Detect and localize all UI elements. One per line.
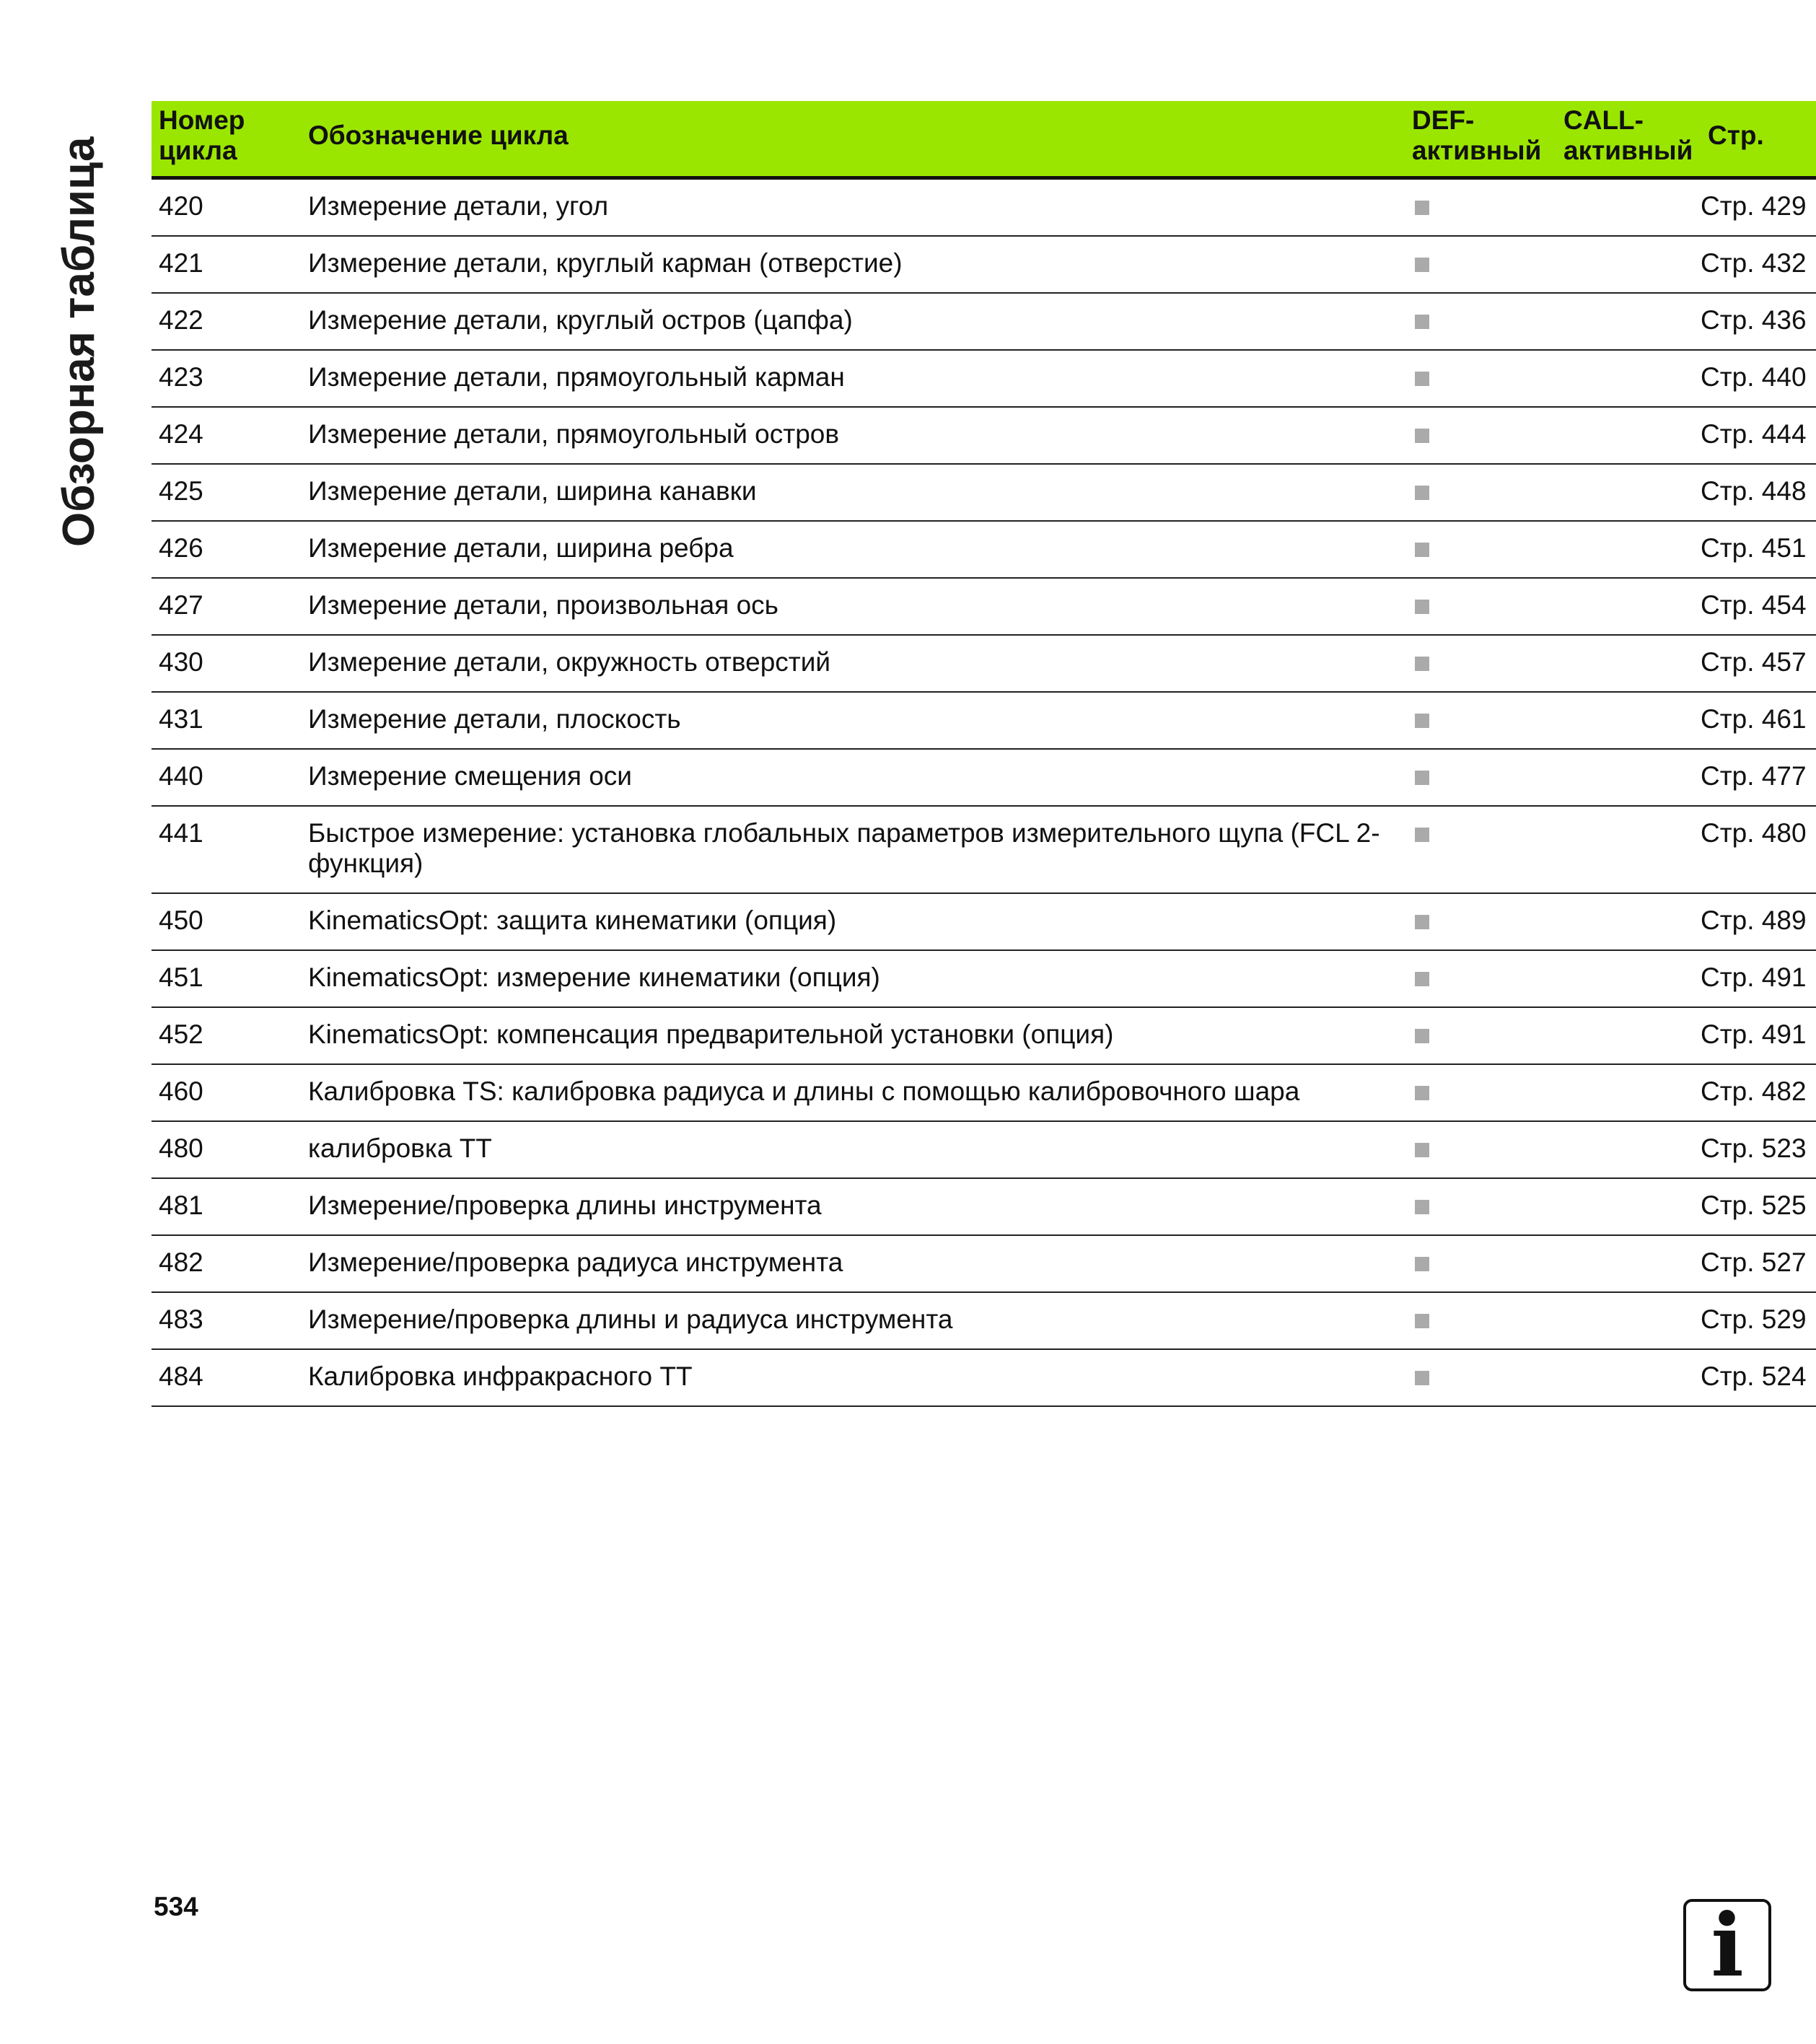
cycle-number: 460 — [152, 1064, 308, 1121]
cycle-name: Измерение смещения оси — [308, 749, 1405, 806]
table-row — [152, 293, 1816, 350]
call-active-cell — [1556, 1235, 1701, 1292]
active-marker-icon — [1415, 201, 1429, 215]
page-reference: Стр. 444 — [1701, 407, 1816, 464]
page-reference: Стр. 523 — [1701, 1121, 1816, 1178]
cycle-number: 450 — [152, 893, 308, 950]
def-active-cell — [1405, 893, 1556, 950]
call-active-cell — [1556, 893, 1701, 950]
active-marker-icon — [1415, 543, 1429, 557]
def-active-cell — [1405, 1292, 1556, 1349]
call-active-cell — [1556, 1178, 1701, 1235]
def-active-cell — [1405, 578, 1556, 635]
cycle-number: 431 — [152, 692, 308, 749]
call-active-cell — [1556, 692, 1701, 749]
cycle-name: Калибровка TS: калибровка радиуса и длины с помощью калибровочного шара — [308, 1064, 1405, 1121]
def-active-cell — [1405, 1235, 1556, 1292]
cycle-number: 451 — [152, 950, 308, 1007]
cycle-name: Измерение детали, прямоугольный остров — [308, 407, 1405, 464]
cycle-number: 422 — [152, 293, 308, 350]
table-header-row — [152, 101, 1816, 178]
active-marker-icon — [1415, 429, 1429, 443]
page-reference: Стр. 432 — [1701, 236, 1816, 293]
header-call-active: CALL- активный — [1556, 101, 1701, 178]
def-active-cell — [1405, 806, 1556, 893]
table-row — [152, 806, 1816, 893]
call-active-cell — [1556, 1349, 1701, 1406]
cycle-name: Измерение/проверка длины инструмента — [308, 1178, 1405, 1235]
table-row — [152, 1349, 1816, 1406]
active-marker-icon — [1415, 1257, 1429, 1271]
call-active-cell — [1556, 521, 1701, 578]
def-active-cell — [1405, 350, 1556, 407]
def-active-cell — [1405, 635, 1556, 692]
cycle-name: Измерение/проверка длины и радиуса инструмента — [308, 1292, 1405, 1349]
header-cycle-number: Номер цикла — [152, 101, 308, 178]
page-number: 534 — [154, 1892, 198, 1921]
def-active-cell — [1405, 692, 1556, 749]
def-active-cell — [1405, 521, 1556, 578]
info-icon — [1683, 1895, 1771, 1996]
def-active-cell — [1405, 1121, 1556, 1178]
call-active-cell — [1556, 578, 1701, 635]
table-row — [152, 407, 1816, 464]
table-row — [152, 1064, 1816, 1121]
cycle-name: Измерение детали, круглый карман (отверстие) — [308, 236, 1405, 293]
cycle-name: Измерение/проверка радиуса инструмента — [308, 1235, 1405, 1292]
call-active-cell — [1556, 1064, 1701, 1121]
page-reference: Стр. 451 — [1701, 521, 1816, 578]
cycle-number: 420 — [152, 178, 308, 237]
cycle-number: 426 — [152, 521, 308, 578]
page-reference: Стр. 482 — [1701, 1064, 1816, 1121]
table-row — [152, 893, 1816, 950]
table-row — [152, 350, 1816, 407]
table-row — [152, 1121, 1816, 1178]
side-title: Обзорная таблица — [54, 136, 104, 547]
active-marker-icon — [1415, 714, 1429, 728]
page-reference: Стр. 480 — [1701, 806, 1816, 893]
call-active-cell — [1556, 350, 1701, 407]
active-marker-icon — [1415, 1086, 1429, 1100]
cycle-number: 483 — [152, 1292, 308, 1349]
active-marker-icon — [1415, 1029, 1429, 1043]
table-row — [152, 178, 1816, 237]
cycle-name: Измерение детали, круглый остров (цапфа) — [308, 293, 1405, 350]
cycle-name: KinematicsOpt: защита кинематики (опция) — [308, 893, 1405, 950]
cycle-name: Измерение детали, плоскость — [308, 692, 1405, 749]
table-row — [152, 635, 1816, 692]
call-active-cell — [1556, 1121, 1701, 1178]
page-reference: Стр. 524 — [1701, 1349, 1816, 1406]
active-marker-icon — [1415, 486, 1429, 500]
cycle-number: 423 — [152, 350, 308, 407]
active-marker-icon — [1415, 1371, 1429, 1385]
cycle-name: Быстрое измерение: установка глобальных параметров измерительного щупа (FCL 2-функция) — [308, 806, 1405, 893]
cycle-number: 480 — [152, 1121, 308, 1178]
call-active-cell — [1556, 749, 1701, 806]
active-marker-icon — [1415, 1314, 1429, 1328]
page-reference: Стр. 440 — [1701, 350, 1816, 407]
table-row — [152, 692, 1816, 749]
header-page: Стр. — [1701, 101, 1816, 178]
call-active-cell — [1556, 407, 1701, 464]
page-reference: Стр. 491 — [1701, 950, 1816, 1007]
cycle-name: Калибровка инфракрасного TT — [308, 1349, 1405, 1406]
header-cycle-name: Обозначение цикла — [308, 101, 1405, 178]
cycle-name: KinematicsOpt: измерение кинематики (опция) — [308, 950, 1405, 1007]
table-row — [152, 1292, 1816, 1349]
cycle-number: 427 — [152, 578, 308, 635]
active-marker-icon — [1415, 657, 1429, 671]
page-reference: Стр. 491 — [1701, 1007, 1816, 1064]
cycle-number: 484 — [152, 1349, 308, 1406]
page-reference: Стр. 489 — [1701, 893, 1816, 950]
def-active-cell — [1405, 178, 1556, 237]
table-row — [152, 521, 1816, 578]
table-row — [152, 578, 1816, 635]
cycle-number: 481 — [152, 1178, 308, 1235]
page-reference: Стр. 529 — [1701, 1292, 1816, 1349]
cycle-name: Измерение детали, ширина ребра — [308, 521, 1405, 578]
cycle-name: Измерение детали, угол — [308, 178, 1405, 237]
page-reference: Стр. 477 — [1701, 749, 1816, 806]
call-active-cell — [1556, 293, 1701, 350]
active-marker-icon — [1415, 915, 1429, 929]
def-active-cell — [1405, 749, 1556, 806]
cycle-number: 441 — [152, 806, 308, 893]
active-marker-icon — [1415, 372, 1429, 386]
def-active-cell — [1405, 1178, 1556, 1235]
page-reference: Стр. 457 — [1701, 635, 1816, 692]
table-body — [152, 178, 1816, 1407]
def-active-cell — [1405, 1349, 1556, 1406]
cycle-name: калибровка TT — [308, 1121, 1405, 1178]
active-marker-icon — [1415, 315, 1429, 329]
table-row — [152, 1007, 1816, 1064]
cycle-name: KinematicsOpt: компенсация предварительной установки (опция) — [308, 1007, 1405, 1064]
call-active-cell — [1556, 464, 1701, 521]
cycle-name: Измерение детали, произвольная ось — [308, 578, 1405, 635]
cycle-overview-table — [152, 101, 1816, 1407]
cycle-number: 424 — [152, 407, 308, 464]
active-marker-icon — [1415, 828, 1429, 842]
call-active-cell — [1556, 1292, 1701, 1349]
active-marker-icon — [1415, 1143, 1429, 1157]
active-marker-icon — [1415, 972, 1429, 986]
cycle-number: 421 — [152, 236, 308, 293]
table-row — [152, 1235, 1816, 1292]
page-reference: Стр. 448 — [1701, 464, 1816, 521]
call-active-cell — [1556, 178, 1701, 237]
active-marker-icon — [1415, 258, 1429, 272]
table-row — [152, 1178, 1816, 1235]
def-active-cell — [1405, 407, 1556, 464]
cycle-number: 482 — [152, 1235, 308, 1292]
active-marker-icon — [1415, 600, 1429, 614]
cycle-number: 452 — [152, 1007, 308, 1064]
page-reference: Стр. 525 — [1701, 1178, 1816, 1235]
table-row — [152, 749, 1816, 806]
call-active-cell — [1556, 635, 1701, 692]
cycle-name: Измерение детали, окружность отверстий — [308, 635, 1405, 692]
table-row — [152, 464, 1816, 521]
active-marker-icon — [1415, 771, 1429, 785]
call-active-cell — [1556, 1007, 1701, 1064]
cycle-name: Измерение детали, прямоугольный карман — [308, 350, 1405, 407]
def-active-cell — [1405, 1007, 1556, 1064]
def-active-cell — [1405, 464, 1556, 521]
table-row — [152, 950, 1816, 1007]
page-reference: Стр. 461 — [1701, 692, 1816, 749]
def-active-cell — [1405, 293, 1556, 350]
info-glyph: i — [1711, 1895, 1744, 1996]
page-reference: Стр. 436 — [1701, 293, 1816, 350]
page-reference: Стр. 429 — [1701, 178, 1816, 237]
active-marker-icon — [1415, 1200, 1429, 1214]
def-active-cell — [1405, 236, 1556, 293]
cycle-name: Измерение детали, ширина канавки — [308, 464, 1405, 521]
call-active-cell — [1556, 806, 1701, 893]
table-row — [152, 236, 1816, 293]
header-def-active: DEF- активный — [1405, 101, 1556, 178]
cycle-number: 425 — [152, 464, 308, 521]
page-reference: Стр. 527 — [1701, 1235, 1816, 1292]
cycle-number: 430 — [152, 635, 308, 692]
call-active-cell — [1556, 236, 1701, 293]
page-reference: Стр. 454 — [1701, 578, 1816, 635]
def-active-cell — [1405, 950, 1556, 1007]
def-active-cell — [1405, 1064, 1556, 1121]
call-active-cell — [1556, 950, 1701, 1007]
cycle-number: 440 — [152, 749, 308, 806]
